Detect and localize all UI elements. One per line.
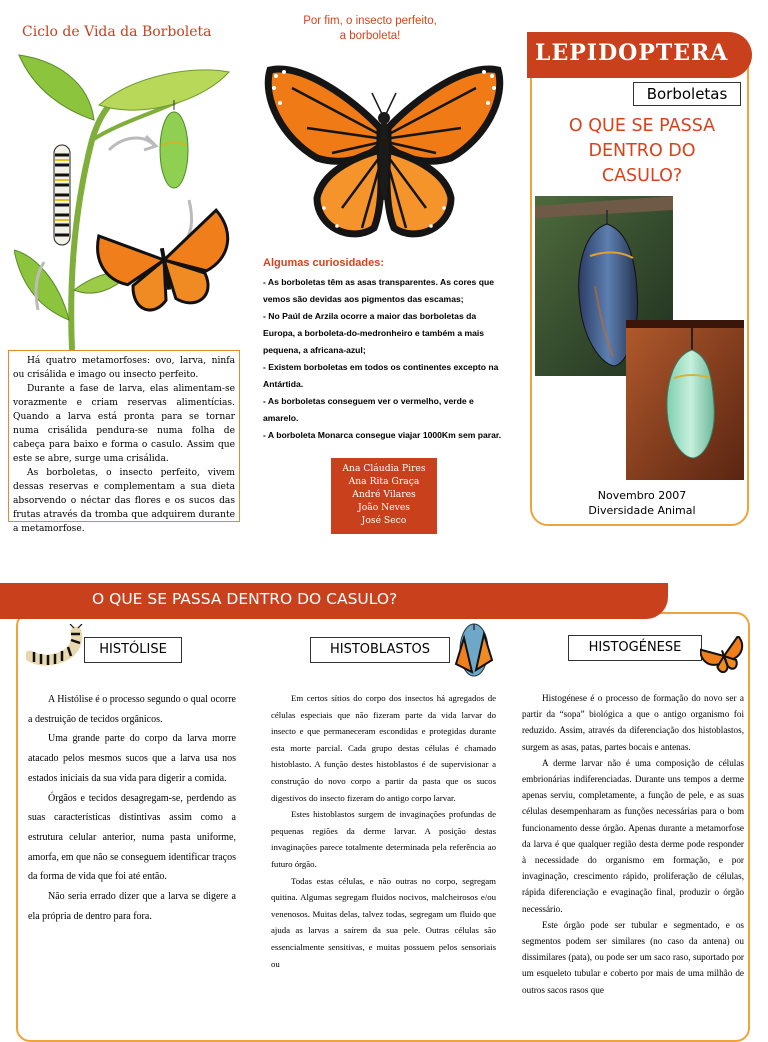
- leaf-top-right: [99, 70, 229, 110]
- author-name: Ana Cláudia Pires: [342, 463, 426, 474]
- histogenese-column: [522, 690, 744, 998]
- intro-paragraph: As borboletas, o insecto perfeito, vivem dessas reservas e complementam a sua dieta absorvendo o néctar das flores e os sucos das frutas através da tromba que adquirem durante a metamorfose.: [13, 468, 235, 534]
- histoblastos-title: HISTOBLASTOS: [310, 637, 450, 663]
- cover-heading-line: O QUE SE PASSA: [568, 116, 716, 136]
- cover-date: Novembro 2007: [597, 489, 687, 502]
- histogenese-title: HISTOGÉNESE: [568, 635, 702, 661]
- section-title: O QUE SE PASSA DENTRO DO CASULO?: [92, 590, 398, 608]
- cover-heading: [540, 114, 744, 189]
- column-paragraph: Histogénese é o processo de formação do novo ser a partir da “sopa” biológica a que o antigo organismo foi reduzido. Assim, através da diferenciação dos histoblastos, surgem as asas, patas, partes bocais e antenas.: [522, 693, 744, 752]
- column-paragraph: A Histólise é o processo segundo o qual ocorre a destruição de tecidos orgânicos.: [28, 694, 236, 725]
- caterpillar-icon: [54, 145, 70, 245]
- authors-box: [331, 458, 437, 534]
- column-paragraph: Em certos sítios do corpo dos insectos há agregados de células especiais que não fizeram parte da vida larvar do insecto e que permaneceram escondidas e protegidas durante esta morte parcial. Cada grupo destas células é chamado histoblasto. A função destes histoblastos é de supervisionar a construção do novo corpo a partir da pasta que os sucos digestivos do insecto fizeram do antigo corpo larvar.: [271, 693, 496, 803]
- butterfly-heading-line: a borboleta!: [339, 30, 401, 42]
- curiosities-title: Algumas curiosidades:: [263, 257, 385, 269]
- lifecycle-illustration: [14, 50, 246, 350]
- curiosity-item: - No Paúl de Arzila ocorre a maior das borboletas da Europa, a borboleta-do-medronheiro e também a mais pequena, a africana-azul;: [263, 311, 485, 355]
- column-paragraph: Todas estas células, e não outras no corpo, segregam quitina. Algumas segregam fluidos nocivos, malcheirosos e/ou venenosos. Muitas delas, talvez todas, segregam um fluido que ajuda as larvas a saírem da sua pele. Outras células são essencialmente sensitivas, e muitas possuem pelos sensoriais ou: [271, 875, 496, 969]
- column-paragraph: Uma grande parte do corpo da larva morre atacado pelos mesmos sucos que a larva usa nos estados iniciais da sua vida para digerir a comida.: [28, 733, 236, 784]
- cover-subtitle: Borboletas: [633, 82, 741, 106]
- author-name: João Neves: [358, 502, 410, 513]
- histolise-title: HISTÓLISE: [84, 637, 182, 663]
- leaf-top-left: [19, 55, 94, 120]
- author-name: André Vilares: [352, 489, 416, 500]
- column-paragraph: A derme larvar não é uma composição de células embrionárias indiferenciadas. Durante uns tempos a derme apenas serviu, completamente, a função de pele, e as suas células desempenharam as funções necessárias para o bom funcionamento desse órgão. Apenas durante a metamorfose da larva é que qualquer região desta derme pode responder à necessidade do organismo em formação, e por invaginação, crescimento rápido, proliferação de células, rápida diferenciação e evaginação final, produzir o órgão necessário.: [522, 757, 744, 914]
- author-name: Ana Rita Graça: [348, 476, 420, 487]
- butterfly-heading: [272, 14, 468, 44]
- cover-heading-line: CASULO?: [601, 166, 683, 186]
- curiosity-item: - As borboletas têm as asas transparentes. As cores que vemos são devidas aos pigmentos das escamas;: [263, 277, 495, 304]
- cover-footer: [540, 488, 744, 518]
- column-paragraph: Não seria errado dizer que a larva se digere a ela própria de dentro para fora.: [28, 891, 236, 922]
- leaf-bottom: [14, 250, 69, 320]
- curiosity-item: - As borboletas conseguem ver o vermelho, verde e amarelo.: [263, 396, 474, 423]
- butterfly-heading-line: Por fim, o insecto perfeito,: [303, 15, 437, 27]
- caterpillar-icon: [26, 624, 84, 666]
- butterfly-icon: [94, 209, 238, 317]
- cover-heading-line: DENTRO DO: [588, 141, 696, 161]
- column-paragraph: Estes histoblastos surgem de invaginações profundas de pequenas regiões da derme larvar. A posição destas invaginações parece totalmente determinada pela referência ao futuro órgão.: [271, 809, 496, 869]
- lifecycle-title: Ciclo de Vida da Borboleta: [22, 24, 212, 40]
- emerging-butterfly-icon: [452, 620, 496, 680]
- author-name: José Seco: [361, 515, 407, 526]
- curiosity-item: - A borboleta Monarca consegue viajar 1000Km sem parar.: [263, 430, 502, 440]
- histoblastos-column: [271, 690, 496, 972]
- cover-banner-title: LEPIDOPTERA: [535, 40, 729, 66]
- curiosity-item: - Existem borboletas em todos os continentes excepto na Antártida.: [263, 362, 499, 389]
- intro-text-box: [8, 350, 240, 534]
- histolise-column: [28, 690, 236, 926]
- intro-paragraph: Há quatro metamorfoses: ovo, larva, ninfa ou crisálida e imago ou insecto perfeito.: [13, 356, 235, 380]
- cover-course: Diversidade Animal: [588, 504, 696, 517]
- butterfly-icon: [700, 636, 748, 676]
- intro-paragraph: Durante a fase de larva, elas alimentam-se vorazmente e criam reservas alimentícias. Quando a larva está pronta para se tornar numa crisálida pendura-se numa folha de cabeça para baixo e forma o casulo. Assim que este se abre, surge uma crisálida.: [13, 384, 235, 464]
- chrysalis-icon: [160, 100, 188, 188]
- curiosities-list: [263, 274, 505, 444]
- column-paragraph: Órgãos e tecidos desagregam-se, perdendo as suas características distintivas assim como a estrutura celular anterior, numa pasta uniforme, amorfa, em que não se conseguem identificar traços da forma de vida que foi até então.: [28, 792, 236, 883]
- monarch-butterfly-image: [262, 58, 506, 248]
- green-chrysalis-photo: [626, 320, 744, 480]
- column-paragraph: Este órgão pode ser tubular e segmentado, e os segmentos podem ser similares (no caso da antena) ou dissimilares (pata), ou pode ser um saco raso, suportado por um esqueleto tubular e coberto por mais de uma milhão de outros sacos rasos que: [522, 919, 744, 995]
